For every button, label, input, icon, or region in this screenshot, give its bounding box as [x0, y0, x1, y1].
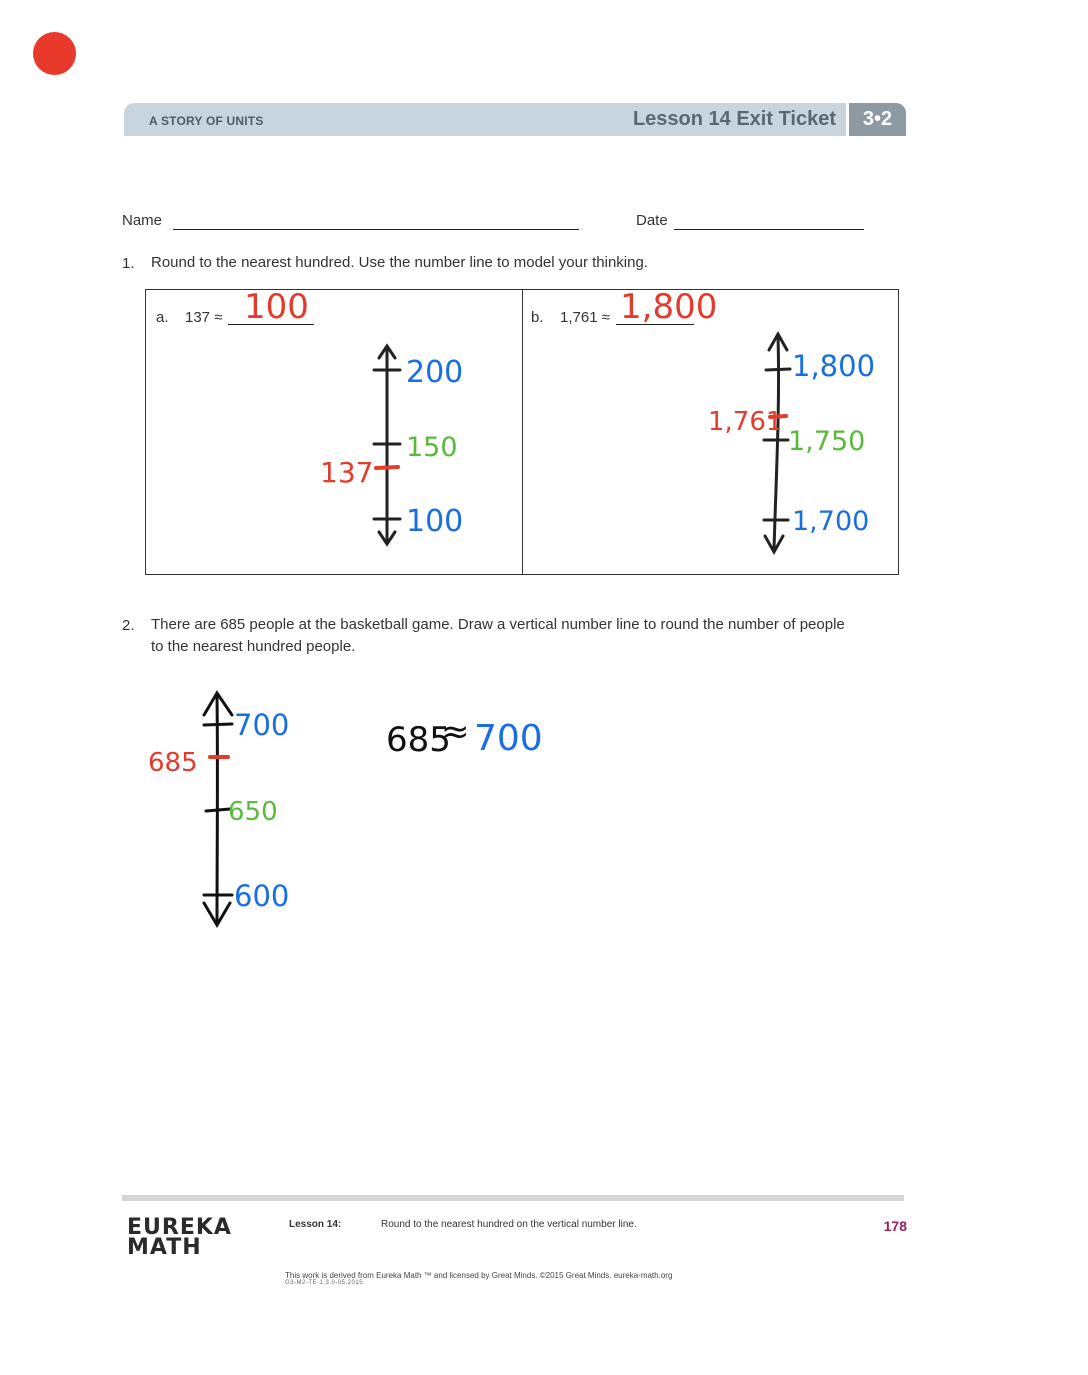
- logo-line1: EUREKA: [127, 1215, 232, 1240]
- q2-number: 2.: [122, 617, 135, 634]
- q2-marker-label: 685: [148, 748, 198, 778]
- q2-equation-left: 685: [386, 720, 451, 760]
- q1b-marker-label: 1,761: [708, 407, 783, 437]
- eureka-math-logo: [127, 1215, 232, 1260]
- q2-text-line1: There are 685 people at the basketball game. Draw a vertical number line to round the number of people: [151, 616, 845, 633]
- q1a-prefix: a.: [156, 309, 169, 326]
- q2-mid-label: 650: [228, 797, 278, 827]
- name-field[interactable]: [173, 229, 579, 230]
- q2-bottom-label: 600: [234, 879, 290, 913]
- q1b-answer: 1,800: [620, 287, 718, 327]
- document-code: G3-M2-TE-1.3.0-05.2015: [285, 1280, 364, 1286]
- q1a-number-line: [300, 340, 500, 550]
- q2-equation-answer: 700: [474, 718, 543, 759]
- q1b-top-label: 1,800: [792, 349, 876, 383]
- q1a-top-label: 200: [406, 355, 464, 390]
- q1b-mid-label: 1,750: [788, 426, 866, 457]
- footer-lesson-desc: Round to the nearest hundred on the vertical number line.: [381, 1219, 637, 1230]
- date-label: Date: [636, 212, 668, 229]
- series-title: A STORY OF UNITS: [149, 114, 264, 128]
- logo-line2: MATH: [127, 1235, 202, 1260]
- page-number: 178: [883, 1218, 907, 1234]
- q1b-expression: 1,761 ≈: [560, 309, 610, 326]
- q1a-expression: 137 ≈: [185, 309, 223, 326]
- q2-text-line2: to the nearest hundred people.: [151, 638, 356, 655]
- q1-box-divider: [522, 289, 523, 575]
- license-text: This work is derived from Eureka Math ™ and licensed by Great Minds. ©2015 Great Minds. eureka-math.org: [285, 1271, 673, 1280]
- footer-lesson-label: Lesson 14:: [289, 1219, 342, 1230]
- grade-module-badge: 3•2: [849, 103, 906, 136]
- footer-rule: [122, 1195, 904, 1201]
- lesson-title: Lesson 14 Exit Ticket: [632, 108, 836, 130]
- q1a-bottom-label: 100: [406, 504, 464, 539]
- q1a-answer: 100: [244, 287, 309, 327]
- q1-text: Round to the nearest hundred. Use the number line to model your thinking.: [151, 254, 648, 271]
- q1b-bottom-label: 1,700: [792, 506, 870, 537]
- q1-number: 1.: [122, 255, 135, 272]
- q1b-number-line: [700, 328, 890, 560]
- q2-equation-symbol: ≈: [441, 712, 470, 752]
- q2-number-line: [140, 685, 300, 935]
- q1b-prefix: b.: [531, 309, 544, 326]
- q2-top-label: 700: [234, 708, 290, 742]
- q1a-marker-label: 137: [320, 456, 374, 489]
- name-label: Name: [122, 212, 163, 229]
- date-field[interactable]: [674, 229, 864, 230]
- red-dot-marker: [33, 32, 76, 75]
- q1a-mid-label: 150: [406, 432, 458, 463]
